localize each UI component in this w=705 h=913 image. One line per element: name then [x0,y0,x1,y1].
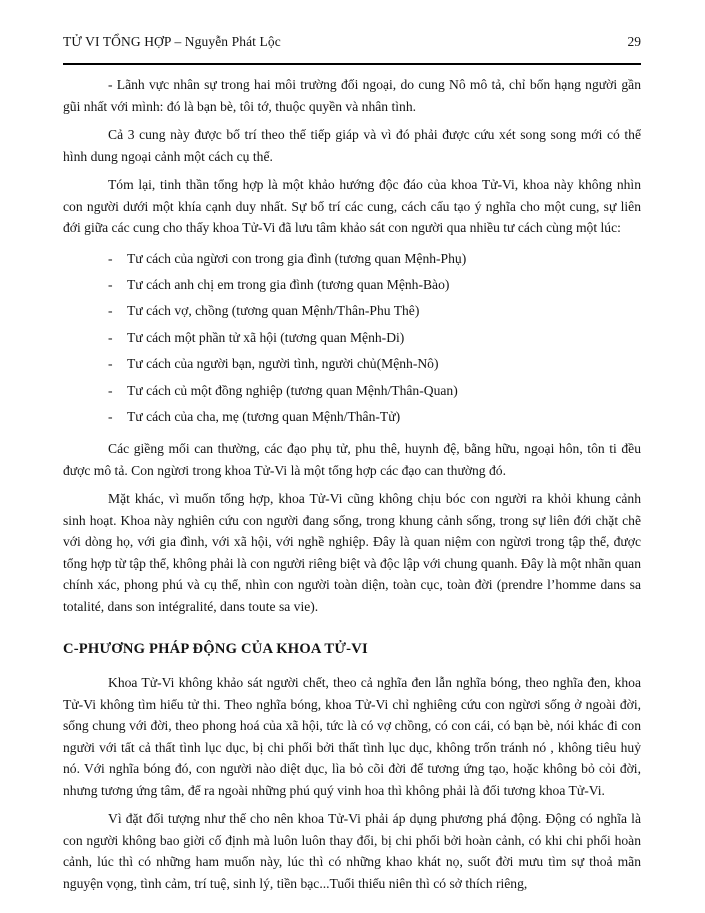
page-body [63,74,641,894]
running-title: TỬ VI TỔNG HỢP – Nguyễn Phát Lộc [63,34,281,49]
paragraph-vi-dat: Vì đặt đối tượng như thế cho nên khoa Tử-Vi phải áp dụng phương phá động. Động có nghĩa là con người không bao giời cố định mà luôn luôn thay đổi, bị chi phối bởi hoàn cảnh, có khi chi phối hoàn cảnh, lúc thì có những ham muốn này, lúc thì có những khao khát nọ, suốt đời mưu tìm sự thoả mãn nguyện vọng, tình cảm, trí tuệ, sinh lý, tiền bạc...Tuổi thiếu niên thì có sở thích riêng, [63,811,641,891]
list-item [63,246,641,272]
list-dash: - [108,408,113,424]
paragraph-lanh-vuc: - Lãnh vực nhân sự trong hai môi trường đối ngoại, do cung Nô mô tả, chỉ bốn hạng người gần gũi nhất với mình: đó là bạn bè, tôi tớ, thuộc quyền và nhân tình. [63,77,641,114]
list-item-text: Tư cách của cha, mẹ (tương quan Mệnh/Thân-Tử) [127,408,401,424]
list-item [63,404,641,430]
list-item [63,272,641,298]
list-item [63,378,641,404]
section-heading: C-PHƯƠNG PHÁP ĐỘNG CỦA KHOA TỬ-VI [63,641,368,658]
list-item-text: Tư cách vợ, chồng (tương quan Mệnh/Thân-Phu Thê) [127,303,420,319]
bullet-list [63,246,641,431]
list-item-text: Tư cách củ một đồng nghiệp (tương quan Mệnh/Thân-Quan) [127,382,458,398]
list-dash: - [108,356,113,372]
header-rule [63,63,641,65]
list-item [63,298,641,324]
page-header [63,34,641,50]
list-item [63,351,641,377]
list-item-text: Tư cách của ngừơi con trong gia đình (tương quan Mệnh-Phụ) [127,250,467,266]
list-item [63,325,641,351]
list-dash: - [108,303,113,319]
paragraph-ca-3-cung: Cả 3 cung này được bố trí theo thế tiếp giáp và vì đó phải được cứu xét song song mới có thể hình dung ngoại cảnh một cách cụ thể. [63,127,641,164]
list-item-text: Tư cách anh chị em trong gia đình (tương quan Mệnh-Bào) [127,276,450,292]
paragraph-cac-gieng: Các giềng mối can thường, các đạo phụ tử, phu thê, huynh đệ, bằng hữu, ngoại hôn, tôn ti đều được mô tả. Con ngừơi trong khoa Tử-Vi là một tổng hợp các đạo can thường đó. [63,441,641,478]
paragraph-mat-khac: Mặt khác, vì muốn tổng hợp, khoa Tử-Vi cũng không chịu bóc con người ra khỏi khung cảnh sinh hoạt. Khoa này nghiên cứu con người đang sống, trong khung cảnh sống, trong sự liên đới chặt chẽ với dòng họ, với gia đình, với xã hội, với nghề nghiệp. Đây là quan niệm con ngừơi trong tập thể, được tổng hợp từ tập thể, không phải là con người riêng biệt và độc lập với chung quanh. Đây là một nhãn quan chính xác, phong phú và cụ thể, nhìn con người toàn diện, toàn cục, toàn đời (prendre l’homme dans sa totalité, dans son intégralité, dans toute sa vie). [63,491,641,614]
list-dash: - [108,276,113,292]
list-item-text: Tư cách một phần tử xã hội (tương quan Mệnh-Di) [127,329,405,345]
list-dash: - [108,329,113,345]
list-item-text: Tư cách của người bạn, người tình, người chủ(Mệnh-Nô) [127,356,439,372]
list-dash: - [108,250,113,266]
paragraph-khoa-tu-vi: Khoa Tử-Vi không khảo sát người chết, theo cả nghĩa đen lẫn nghĩa bóng, theo nghĩa đen, khoa Tử-Vi không tìm hiểu tử thi. Theo nghĩa bóng, khoa Tử-Vi chỉ nghiêng cứu con ngừơi sống ở ngoài đời, sống chung với đời, theo phong hoá của xã hội, tức là có vợ chồng, có con cái, có bạn bè, nói khác đi con người với tất cả thất tình lục dục, bị chi phối bởi thất tình lục dục, không trốn tránh nó , không tiêu huỷ nó. Với nghĩa bóng đó, con người nào diệt dục, lìa bỏ cõi đời để tương ứng tạo, hoặc không bỏ cỏi đời, nhưng tương ứng tâm, để ra ngoài những phú quý vinh hoa thì không phải là đối tương khoa Tử-Vi. [63,675,641,798]
list-dash: - [108,382,113,398]
paragraph-tom-lai: Tóm lại, tinh thần tổng hợp là một khảo hướng độc đáo của khoa Tử-Vi, khoa này không nhìn con người dưới một khía cạnh duy nhất. Sự bố trí các cung, cách cấu tạo ý nghĩa cho một cung, sự liên đới giữa các cung cho thấy khoa Tử-Vi đã lưu tâm khảo sát con người qua nhiều tư cách cùng một lúc: [63,177,641,235]
page-number: 29 [627,34,641,49]
